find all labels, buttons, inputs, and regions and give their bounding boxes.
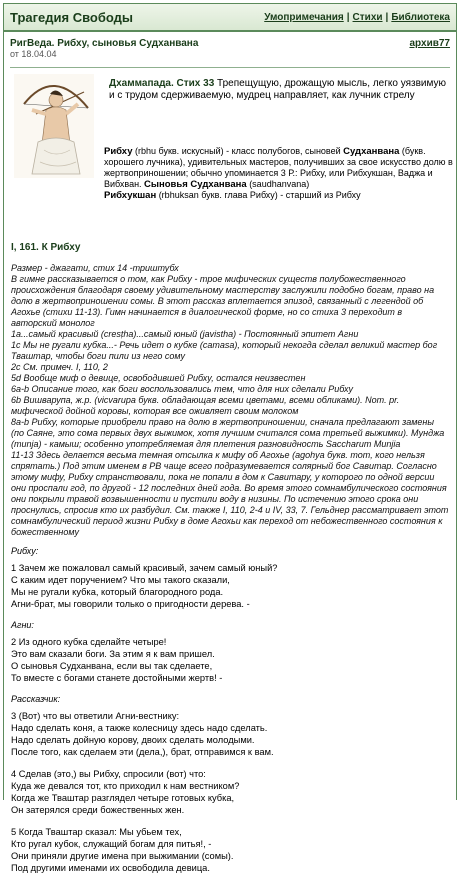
intro-block xyxy=(4,68,456,238)
nav-separator: | xyxy=(385,11,389,23)
verse: 3 (Вот) что вы ответили Агни-вестнику: Надо сделать коня, а также колесницу здесь надо сделать. Надо сделать дойную корову, двоих сделать молодыми. После того, как сделаем эти (дела,), брат, отправимся к вам. xyxy=(11,711,274,757)
def-term: Судханвана xyxy=(343,146,400,157)
def-text: (rbhu букв. искусный) - класс полубогов, сыновей xyxy=(132,146,344,156)
page-frame xyxy=(3,3,457,873)
def-term: Рибху xyxy=(104,146,133,157)
nav-link-poems[interactable]: Стихи xyxy=(352,11,383,23)
speaker-label: Агни: xyxy=(11,620,34,630)
archive-link[interactable]: архив77 xyxy=(409,38,450,49)
quote-text: Трепещущую, дрожащую мысль, легко уязвимую и с трудом сдерживаемую, мудрец направляет, как лучник стрелу xyxy=(109,78,446,101)
top-nav xyxy=(264,12,450,23)
section-title: I, 161. К Рибху xyxy=(11,242,81,253)
speaker-label: Рибху: xyxy=(11,546,39,556)
speaker-label: Рассказчик: xyxy=(11,694,61,704)
def-text: (saudhanvana) xyxy=(246,179,310,189)
def-text: (букв. хорошего лучника), удивительных мастеров, получивших за свое искусство долю в жертвоприношении; обычно упоминается 3 Р.: Рибху, или Рибхукшан, Ваджа и Вибхван. xyxy=(104,146,453,189)
site-header xyxy=(4,4,456,32)
article-body xyxy=(4,242,456,874)
verse: 4 Сделав (это,) вы Рибху, спросили (вот) что: Куда же девался тот, кто приходил к нам вестником? Когда же Тваштар разглядел четыре готовых кубка, Он затерялся среди божественных жен. xyxy=(11,769,240,815)
post-title: РигВеда. Рибху, сыновья Судханвана xyxy=(10,38,199,49)
nav-link-notes[interactable]: Умопримечания xyxy=(264,11,344,23)
post-date: от 18.04.04 xyxy=(10,49,57,59)
verse: 1 Зачем же пожаловал самый красивый, зачем самый юный? С каким идет поручением? Что мы такого сказали, Мы не ругали кубка, который благородного рода. Агни-брат, мы говорили только о пригодности дерева. - xyxy=(11,563,278,609)
def-term: Сыновья Судханвана xyxy=(144,179,247,190)
nav-separator: | xyxy=(346,11,350,23)
quote xyxy=(109,78,454,102)
def-text: (rbhuksan букв. глава Рибху) - старший из Рибху xyxy=(156,190,361,200)
verse: 2 Из одного кубка сделайте четыре! Это вам сказали боги. За этим я к вам пришел. О сыновья Судханвана, если вы так сделаете, То вместе с богами станете достойными жертв! - xyxy=(11,637,223,683)
definitions xyxy=(104,146,454,201)
archer-figure-image xyxy=(14,74,94,178)
def-term: Рибхукшан xyxy=(104,190,157,201)
site-title: Трагедия Свободы xyxy=(10,9,134,25)
nav-link-library[interactable]: Библиотека xyxy=(391,11,450,23)
quote-source: Дхаммапада. Стих 33 xyxy=(109,78,215,89)
verse: 5 Когда Тваштар сказал: Мы убьем тех, Кто ругал кубок, служащий богам для питья!, - Они приняли другие имена при выжимании (сомы). Под другими именами их освободила девица. xyxy=(11,827,234,873)
commentary: Размер - джагати, стих 14 -триштубх В гимне рассказывается о том, как Рибху - трое мифических существ полубожественного происхождения благодаря своему удивительному мастерству заслужили подобно богам, право на долю в жертвоприношении сомы. В этот рассказ вплетается эпизод, связанный с легендой об Агохье (стихи 11-13). Гимн начинается в диалогической форме, но со стиха 3 переходит в авторский монолог 1а...самый красивый (cresṭha)...самый юный (javistha) - Постоянный эпитет Агни 1с Мы не ругали кубка...- Речь идет о кубке (camasa), который некогда сделал великий мастер бог Тваштар, чтобы боги пили из него сому 2с См. примеч. I, 110, 2 5d Вообще миф о девице, освободившей Рибху, остался неизвестен 6а-b Описание того, как боги воспользовались тем, что для них сделали Рибху 6b Вишварупа, ж.р. (vicvarupa букв. обладающая всеми цветами, всеми обликами). Nom. pr. мифической дойной коровы, которая все оживляет своим молоком 8а-b Рибху, которые приобрели право на долю в жертвоприношении, сначала предлагают замены (по Саяне, это сома первых двух выжимок, хотя лучшим считался сома третьей выжимки). Мунджа (munja) - камыш; особенно употребляемая для плетения разновидность Saccharum Munjia 11-13 Здесь делается весьма темная отсылка к мифу об Агохье (agohya букв. тот, кого нельзя спрятать.) Под этим именем в РВ чаще всего подразумевается солярный бог Савитар. Согласно этому мифу, Рибху странствовали, пока не попали в дом к Савитару, у которого по одной версии они проспали год, по другой - 12 последних дней года. Во время этого сомнамбулического состояния они покрыли травой возвышенности и пустили воду в низины. По истечению этого срока они проснулись, спросив кто их разбудил. См. также I, 110, 2-4 и IV, 33, 7. Гельднер рассматривает этот сомнамбулический период жизни Рибху в доме Агохьи как переход от небожественного состояния к божественному xyxy=(11,263,449,537)
post-header xyxy=(4,32,456,59)
